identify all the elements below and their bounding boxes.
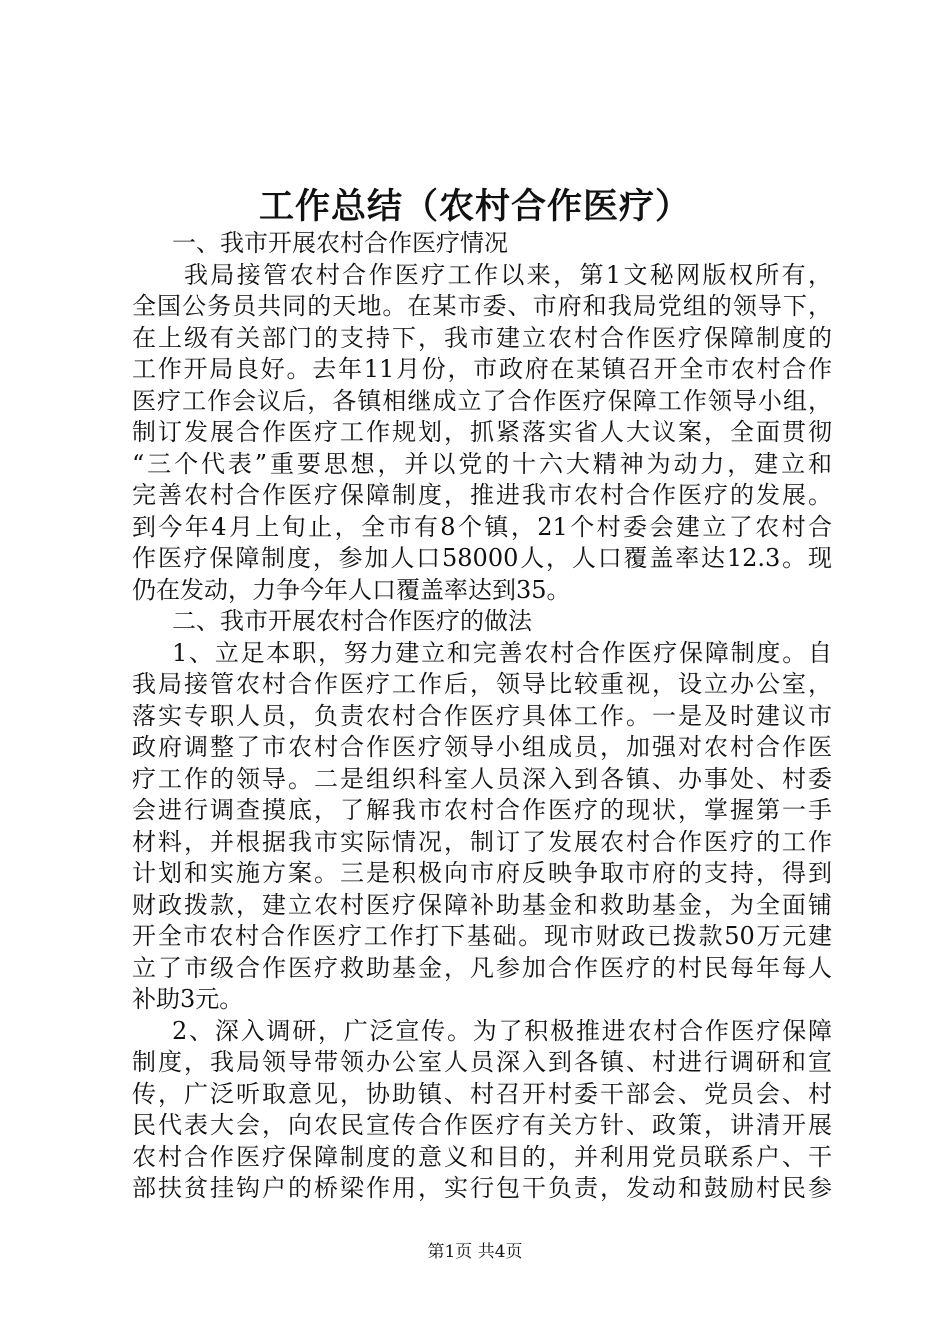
paragraph-line: 仍在发动，力争今年人口覆盖率达到35。: [132, 575, 571, 604]
paragraph-line: “三个代表”重要思想，并以党的十六大精神为动力，建立和: [132, 449, 832, 478]
paragraph-line: 补助3元。: [132, 985, 244, 1013]
paragraph-line: 农村合作医疗保障制度的意义和目的，并利用党员联系户、干: [132, 1142, 832, 1171]
paragraph-line: 工作开局良好。去年11月份，市政府在某镇召开全市农村合作: [132, 355, 832, 383]
paragraph-line: 我局接管农村合作医疗工作以来，第1文秘网版权所有，: [184, 260, 832, 289]
paragraph-line: 开全市农村合作医疗工作打下基础。现市财政已拨款50万元建: [132, 922, 832, 950]
document-title: 工作总结（农村合作医疗）: [258, 186, 691, 227]
paragraph-line: 传，广泛听取意见，协助镇、村召开村委干部会、党员会、村: [132, 1079, 832, 1108]
paragraph-line: 完善农村合作医疗保障制度，推进我市农村合作医疗的发展。: [132, 481, 832, 509]
paragraph-line: 计划和实施方案。三是积极向市府反映争取市府的支持，得到: [132, 859, 832, 887]
paragraph-line: 我局接管农村合作医疗工作后，领导比较重视，设立办公室，: [132, 670, 832, 698]
paragraph-line: 在上级有关部门的支持下，我市建立农村合作医疗保障制度的: [132, 323, 832, 352]
paragraph-line: 2、深入调研，广泛宣传。为了积极推进农村合作医疗保障: [172, 1016, 832, 1045]
paragraph-line: 部扶贫挂钩户的桥梁作用，实行包干负责，发动和鼓励村民参: [132, 1174, 832, 1202]
paragraph-line: 到今年4月上旬止，全市有8个镇，21个村委会建立了农村合: [132, 512, 832, 541]
section-heading-1: 一、我市开展农村合作医疗情况: [172, 229, 508, 257]
paragraph-line: 会进行调查摸底，了解我市农村合作医疗的现状，掌握第一手: [132, 796, 832, 824]
paragraph-line: 立了市级合作医疗救助基金，凡参加合作医疗的村民每年每人: [132, 953, 832, 982]
page-number-footer: 第1页 共4页: [427, 1242, 523, 1262]
document-body: [132, 228, 832, 1205]
paragraph-line: 制订发展合作医疗工作规划，抓紧落实省人大议案，全面贯彻: [132, 418, 832, 446]
paragraph-line: 全国公务员共同的天地。在某市委、市府和我局党组的领导下，: [132, 292, 832, 320]
paragraph-line: 材料，并根据我市实际情况，制订了发展农村合作医疗的工作: [132, 827, 832, 856]
section-heading-2: 二、我市开展农村合作医疗的做法: [172, 607, 532, 635]
paragraph-line: 民代表大会，向农民宣传合作医疗有关方针、政策，讲清开展: [132, 1111, 832, 1139]
paragraph-line: 制度，我局领导带领办公室人员深入到各镇、村进行调研和宣: [132, 1048, 832, 1076]
paragraph-line: 政府调整了市农村合作医疗领导小组成员，加强对农村合作医: [132, 733, 832, 761]
paragraph-line: 作医疗保障制度，参加人口58000人，人口覆盖率达12.3。现: [132, 544, 832, 572]
paragraph-line: 医疗工作会议后，各镇相继成立了合作医疗保障工作领导小组，: [132, 386, 832, 415]
paragraph-line: 财政拨款，建立农村医疗保障补助基金和救助基金，为全面铺: [132, 890, 832, 919]
paragraph-line: 疗工作的领导。二是组织科室人员深入到各镇、办事处、村委: [132, 764, 832, 793]
paragraph-line: 1、立足本职，努力建立和完善农村合作医疗保障制度。自: [172, 638, 832, 667]
paragraph-line: 落实专职人员，负责农村合作医疗具体工作。一是及时建议市: [132, 701, 832, 730]
